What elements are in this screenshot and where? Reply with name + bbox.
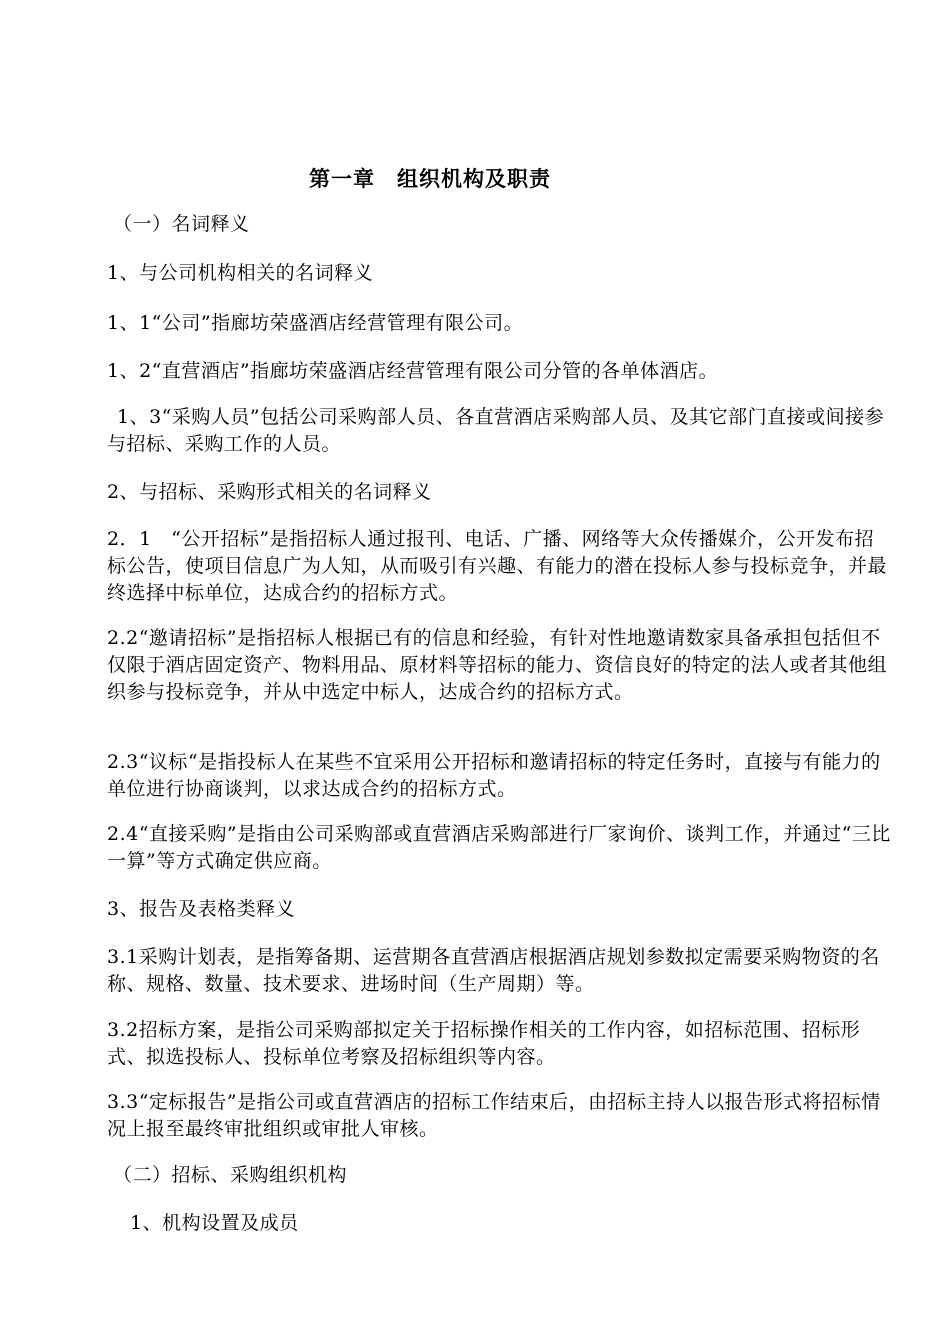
paragraph: 3.2招标方案，是指公司采购部拟定关于招标操作相关的工作内容，如招标范围、招标形式、拟选投标人、投标单位考察及招标组织等内容。	[107, 1019, 861, 1068]
paragraph: 3、报告及表格类释义	[107, 898, 296, 920]
paragraph: 3.3“定标报告”是指公司或直营酒店的招标工作结束后，由招标主持人以报告形式将招标情况上报至最终审批组织或审批人审核。	[107, 1091, 881, 1140]
paragraph: 2、与招标、采购形式相关的名词释义	[107, 481, 432, 503]
paragraph: 2.4“直接采购”是指由公司采购部或直营酒店采购部进行厂家询价、谈判工作，并通过“三比一算”等方式确定供应商。	[107, 823, 891, 872]
paragraph: 2．1 “公开招标”是指招标人通过报刊、电话、广播、网络等大众传播媒介，公开发布招标公告，使项目信息广为人知，从而吸引有兴趣、有能力的潜在投标人参与投标竞争，并最终选择中标单位，达成合约的招标方式。	[107, 528, 888, 604]
paragraph: 2.2“邀请招标”是指招标人根据已有的信息和经验，有针对性地邀请数家具备承担包括但不仅限于酒店固定资产、物料用品、原材料等招标的能力、资信良好的特定的法人或者其他组织参与投标竞争，并从中选定中标人，达成合约的招标方式。	[107, 627, 888, 703]
paragraph: 3.1采购计划表，是指筹备期、运营期各直营酒店根据酒店规划参数拟定需要采购物资的名称、规格、数量、技术要求、进场时间（生产周期）等。	[107, 946, 880, 995]
paragraph: 1、1“公司”指廊坊荣盛酒店经营管理有限公司。	[107, 312, 524, 334]
paragraph: 2.3“议标“是指投标人在某些不宜采用公开招标和邀请招标的特定任务时，直接与有能力的单位进行协商谈判，以求达成合约的招标方式。	[107, 751, 881, 800]
paragraph: 1、机构设置及成员	[130, 1212, 299, 1234]
chapter-title: 第一章 组织机构及职责	[309, 166, 551, 191]
section-heading-organization: （二）招标、采购组织机构	[113, 1164, 348, 1186]
paragraph: 1、2“直营酒店”指廊坊荣盛酒店经营管理有限公司分管的各单体酒店。	[107, 360, 719, 382]
paragraph: 1、3“采购人员”包括公司采购部人员、各直营酒店采购部人员、及其它部门直接或间接参与招标、采购工作的人员。	[107, 406, 885, 455]
section-heading-definitions: （一）名词释义	[113, 213, 250, 235]
paragraph: 1、与公司机构相关的名词释义	[107, 262, 374, 284]
